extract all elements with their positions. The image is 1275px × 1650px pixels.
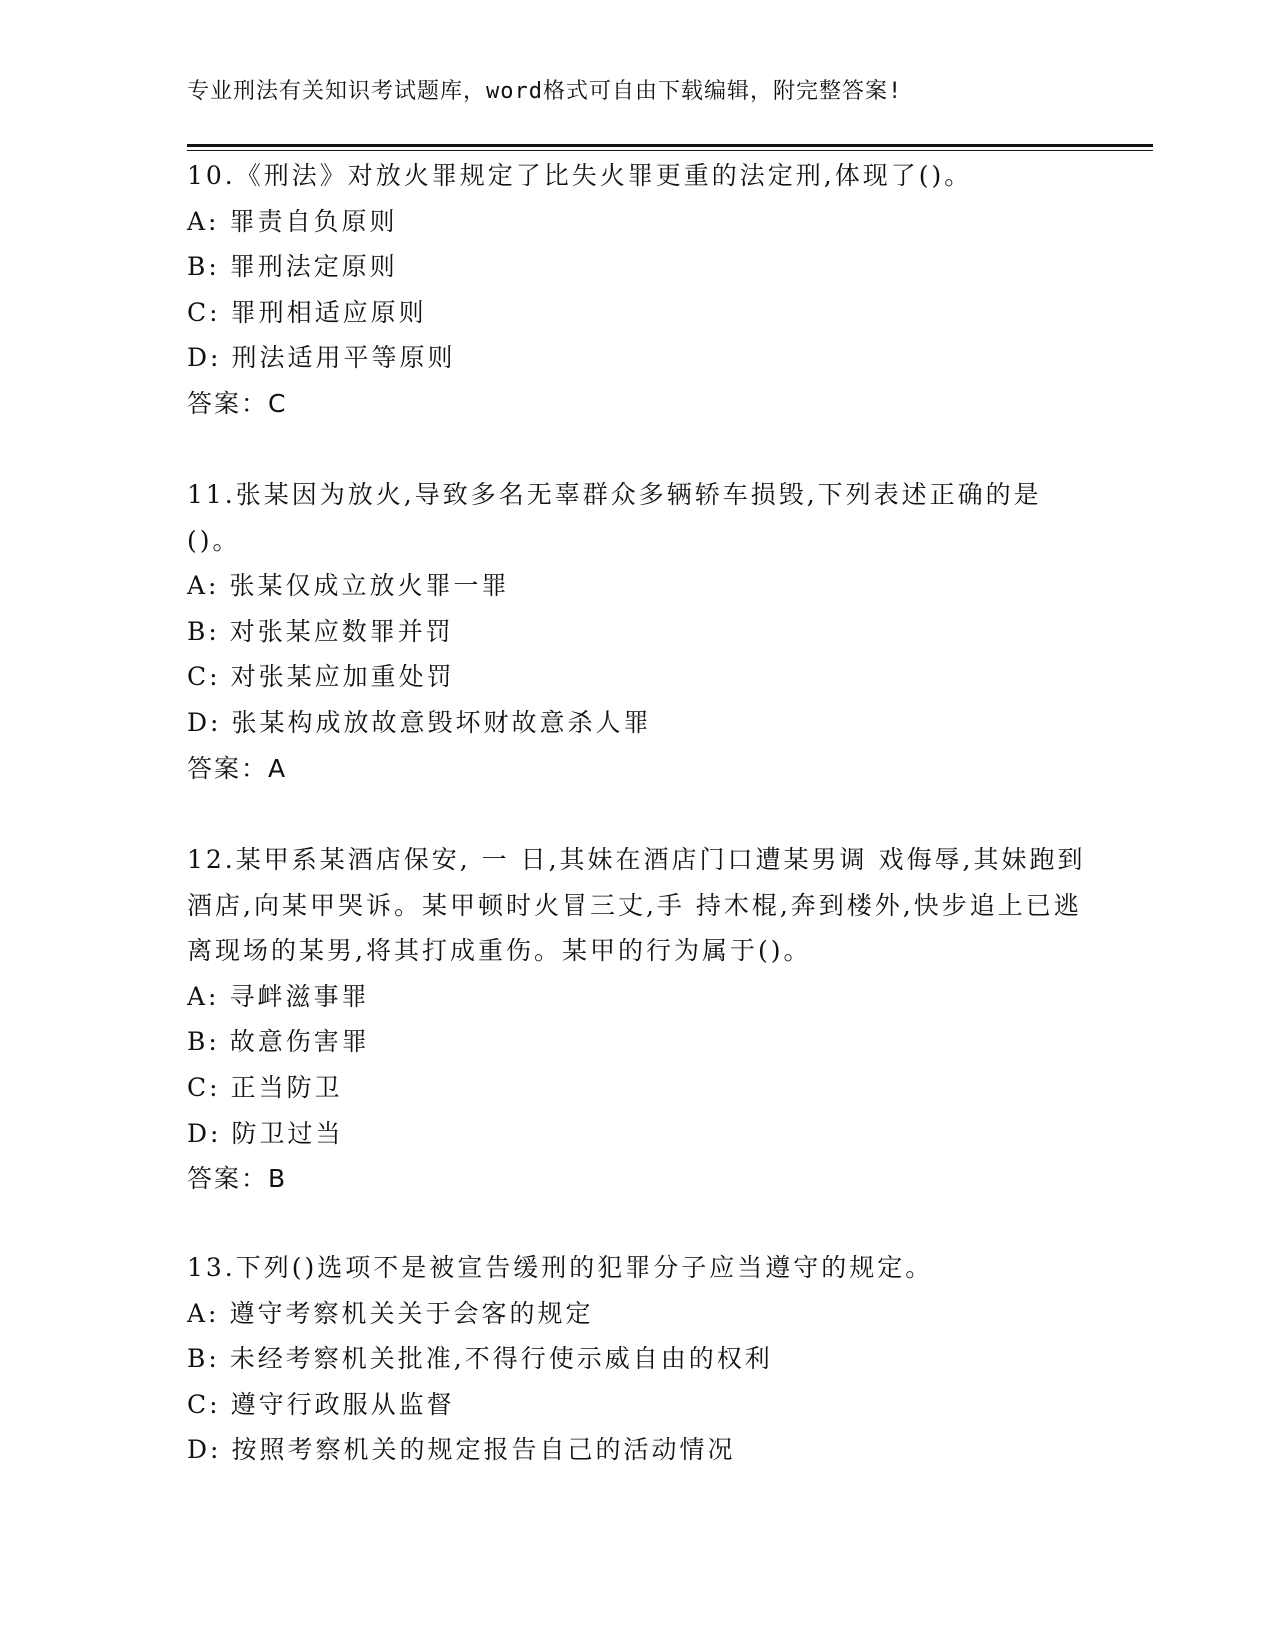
option-letter: D: — [187, 1435, 222, 1465]
option-letter: A: — [187, 206, 220, 236]
option-letter: C: — [187, 662, 221, 692]
option-c — [187, 290, 1087, 336]
option-text: 罪刑相适应原则 — [230, 297, 427, 327]
question-12 — [187, 837, 1087, 1202]
option-b — [187, 244, 1087, 290]
option-letter: D: — [187, 1118, 222, 1148]
option-letter: C: — [187, 1389, 221, 1419]
answer-line: 答案：C — [187, 388, 288, 418]
question-stem: 13.下列()选项不是被宣告缓刑的犯罪分子应当遵守的规定。 — [187, 1253, 934, 1282]
option-a — [187, 199, 1087, 245]
option-letter: B: — [187, 616, 220, 646]
option-letter: C: — [187, 297, 221, 327]
option-text: 罪责自负原则 — [229, 206, 398, 236]
option-text: 张某构成放故意毁坏财故意杀人罪 — [231, 707, 652, 737]
option-letter: B: — [187, 1344, 220, 1374]
option-text: 正当防卫 — [230, 1072, 343, 1102]
option-letter: A: — [187, 1298, 220, 1328]
option-text: 罪刑法定原则 — [229, 252, 398, 282]
option-text: 按照考察机关的规定报告自己的活动情况 — [231, 1435, 736, 1465]
option-text: 未经考察机关批准,不得行使示威自由的权利 — [229, 1344, 773, 1374]
option-text: 故意伤害罪 — [229, 1027, 370, 1057]
option-a — [187, 974, 1087, 1020]
answer-line: 答案：A — [187, 753, 288, 783]
option-letter: D: — [187, 707, 222, 737]
question-11 — [187, 472, 1087, 791]
option-b — [187, 1336, 1087, 1382]
option-d — [187, 700, 1087, 746]
header-divider-thin — [187, 150, 1153, 151]
option-c — [187, 1382, 1087, 1428]
option-b — [187, 609, 1087, 655]
option-letter: B: — [187, 1027, 220, 1057]
option-d — [187, 1111, 1087, 1157]
answer-line: 答案：B — [187, 1164, 288, 1194]
header-divider-thick — [187, 144, 1153, 147]
option-text: 对张某应加重处罚 — [230, 662, 455, 692]
option-text: 寻衅滋事罪 — [229, 981, 370, 1011]
option-letter: C: — [187, 1072, 221, 1102]
document-header: 专业刑法有关知识考试题库，word格式可自由下载编辑，附完整答案! — [187, 79, 903, 104]
option-d — [187, 335, 1087, 381]
option-a — [187, 563, 1087, 609]
question-13 — [187, 1245, 1087, 1473]
question-stem: 10.《刑法》对放火罪规定了比失火罪更重的法定刑,体现了()。 — [187, 161, 973, 190]
option-letter: D: — [187, 343, 222, 373]
option-text: 对张某应数罪并罚 — [229, 616, 454, 646]
option-letter: A: — [187, 981, 220, 1011]
option-text: 张某仅成立放火罪一罪 — [229, 571, 510, 601]
option-text: 防卫过当 — [231, 1118, 344, 1148]
question-stem: 12.某甲系某酒店保安, 一 日,其妹在酒店门口遭某男调 戏侮辱,其妹跑到酒店,向某甲哭诉。某甲顿时火冒三丈,手 持木棍,奔到楼外,快步追上已逃离现场的某男,将其打成重伤。某甲的行为属于()。 — [187, 845, 1086, 966]
option-text: 刑法适用平等原则 — [231, 343, 456, 373]
option-letter: A: — [187, 571, 220, 601]
option-text: 遵守考察机关关于会客的规定 — [229, 1298, 594, 1328]
question-stem: 11.张某因为放火,导致多名无辜群众多辆轿车损毁,下列表述正确的是()。 — [187, 480, 1042, 555]
option-d — [187, 1427, 1087, 1473]
option-letter: B: — [187, 252, 220, 282]
option-a — [187, 1291, 1087, 1337]
option-c — [187, 1065, 1087, 1111]
option-text: 遵守行政服从监督 — [230, 1389, 455, 1419]
option-b — [187, 1019, 1087, 1065]
question-10 — [187, 153, 1087, 427]
option-c — [187, 654, 1087, 700]
